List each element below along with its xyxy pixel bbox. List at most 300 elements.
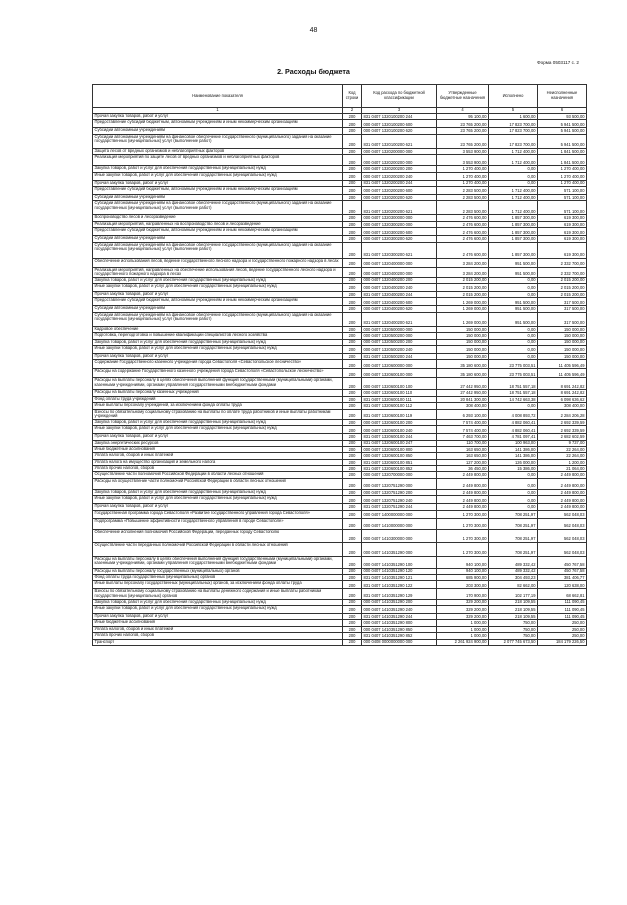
row-executed: 1 712 400,00: [489, 155, 538, 166]
row-line-code: 200: [343, 148, 362, 154]
row-classification-code: 000 0407 1320400000 000: [362, 258, 437, 267]
row-approved: 35 180 600,00: [437, 360, 489, 369]
row-name: Реализация мероприятий, направленных на обеспечение использования лесов, ведение государственного лесного надзора и государственного пожарного надзора в лесах: [93, 267, 343, 277]
row-executed: 15 386,00: [489, 466, 538, 472]
row-approved: 20 841 300,00: [437, 396, 489, 402]
row-line-code: 200: [343, 378, 362, 390]
row-classification-code: 000 0407 1320600100 110: [362, 390, 437, 396]
row-classification-code: 831 0407 1410351290 244: [362, 613, 437, 619]
row-classification-code: 000 0407 1320600100 850: [362, 453, 437, 459]
row-line-code: 200: [343, 298, 362, 306]
table-row: [93, 172, 587, 180]
row-classification-code: 831 0407 1410351290 122: [362, 581, 437, 589]
row-name: Государственная программа города Севастополя «Развитие государственного управления города Севастополя»: [93, 510, 343, 518]
row-unexecuted: 2 449 800,00: [538, 472, 587, 478]
row-executed: 4 008 893,72: [489, 409, 538, 419]
row-name: Прочая закупка товаров, работ и услуг: [93, 354, 343, 360]
row-executed: 0,00: [489, 326, 538, 332]
row-classification-code: 000 0407 1320600100 240: [362, 426, 437, 434]
table-row: [93, 542, 587, 556]
row-name: Расходы на выплаты персоналу казенных учреждений: [93, 390, 343, 396]
row-classification-code: 831 0407 1320751290 244: [362, 504, 437, 510]
row-executed: 1 712 400,00: [489, 186, 538, 194]
row-name: Осуществление части полномочий Российской Федерации в области лесных отношений: [93, 472, 343, 478]
row-line-code: 200: [343, 504, 362, 510]
row-name: Уплата прочих налогов, сборов: [93, 466, 343, 472]
row-approved: 1 270 400,00: [437, 166, 489, 172]
row-unexecuted: 619 300,00: [538, 221, 587, 227]
row-unexecuted: 1 270 400,00: [538, 172, 587, 180]
row-classification-code: 000 0407 1410000000 000: [362, 518, 437, 529]
row-name: Предоставление субсидий бюджетным, автономным учреждениям и иным некоммерческим организациям: [93, 228, 343, 236]
row-classification-code: 831 0407 1320400200 244: [362, 292, 437, 298]
row-line-code: 200: [343, 556, 362, 568]
row-unexecuted: 150 000,00: [538, 354, 587, 360]
row-executed: 0,00: [489, 172, 538, 180]
row-name: Обеспечение использования лесов, ведение государственного лесного надзора и государственного пожарного надзора в лесах: [93, 258, 343, 267]
row-approved: 2 449 800,00: [437, 472, 489, 478]
row-approved: 163 650,00: [437, 446, 489, 452]
row-line-code: 200: [343, 518, 362, 529]
row-classification-code: 000 0407 1320600100 100: [362, 378, 437, 390]
row-name: Закупка товаров, работ и услуг для обеспечения государственных (муниципальных) нужд: [93, 277, 343, 283]
table-row: [93, 267, 587, 277]
row-approved: 1 269 000,00: [437, 306, 489, 312]
row-unexecuted: 5 941 500,00: [538, 120, 587, 128]
table-row: [93, 369, 587, 378]
row-approved: 7 574 400,00: [437, 426, 489, 434]
row-executed: 0,00: [489, 333, 538, 339]
row-unexecuted: 21 064,00: [538, 466, 587, 472]
row-approved: 2 283 500,00: [437, 194, 489, 200]
row-classification-code: 000 0407 1320100200 620: [362, 128, 437, 134]
page-title: 2. Расходы бюджета: [277, 67, 350, 76]
row-approved: 1 000,00: [437, 633, 489, 639]
table-row: [93, 378, 587, 390]
row-classification-code: 000 0407 1320400200 620: [362, 306, 437, 312]
row-executed: 951 500,00: [489, 298, 538, 306]
row-unexecuted: 317 500,00: [538, 298, 587, 306]
row-executed: 951 500,00: [489, 306, 538, 312]
row-line-code: 200: [343, 277, 362, 283]
row-line-code: 200: [343, 478, 362, 489]
row-approved: 2 283 500,00: [437, 186, 489, 194]
row-executed: 1 857 300,00: [489, 215, 538, 221]
row-approved: 2 476 600,00: [437, 228, 489, 236]
row-line-code: 200: [343, 575, 362, 581]
row-line-code: 200: [343, 194, 362, 200]
row-executed: 750,00: [489, 633, 538, 639]
row-approved: 1 270 300,00: [437, 510, 489, 518]
column-index: 3: [362, 108, 437, 114]
row-approved: 3 553 900,00: [437, 155, 489, 166]
row-classification-code: 000 0407 1320300200 600: [362, 228, 437, 236]
row-executed: 1 600,00: [489, 114, 538, 120]
row-executed: 0,00: [489, 180, 538, 186]
row-unexecuted: 250,00: [538, 620, 587, 626]
row-classification-code: 000 0407 1320751290 240: [362, 496, 437, 504]
row-classification-code: 000 0407 1320200000 000: [362, 148, 437, 154]
row-unexecuted: 562 048,03: [538, 529, 587, 542]
row-approved: 2 449 800,00: [437, 504, 489, 510]
row-approved: 1 270 300,00: [437, 542, 489, 556]
row-unexecuted: 11 405 596,49: [538, 369, 587, 378]
row-line-code: 200: [343, 620, 362, 626]
row-approved: 2 015 200,00: [437, 277, 489, 283]
row-executed: 0,00: [489, 489, 538, 495]
row-name: Кадровое обеспечение: [93, 326, 343, 332]
row-line-code: 200: [343, 312, 362, 326]
row-classification-code: 000 0407 1320400200 200: [362, 277, 437, 283]
row-unexecuted: 2 015 200,00: [538, 292, 587, 298]
row-approved: 1 269 000,00: [437, 298, 489, 306]
row-unexecuted: 571 100,00: [538, 186, 587, 194]
row-name: Транспорт: [93, 639, 343, 645]
row-executed: 708 251,97: [489, 542, 538, 556]
row-executed: 750,00: [489, 626, 538, 632]
row-unexecuted: 619 300,00: [538, 215, 587, 221]
row-approved: 7 574 400,00: [437, 419, 489, 425]
row-unexecuted: 111 090,45: [538, 599, 587, 605]
row-classification-code: 831 0407 1320100200 621: [362, 134, 437, 148]
row-unexecuted: 450 767,58: [538, 556, 587, 568]
row-line-code: 200: [343, 221, 362, 227]
table-row: [93, 258, 587, 267]
row-name: Расходы на осуществление части полномочий Российской Федерации в области лесных отношений: [93, 478, 343, 489]
row-line-code: 200: [343, 440, 362, 446]
row-line-code: 200: [343, 134, 362, 148]
row-name: Реализация мероприятий по защите лесов от вредных организмов и неблагоприятных факторов: [93, 155, 343, 166]
row-name: Прочая закупка товаров, работ и услуг: [93, 434, 343, 440]
row-name: Субсидии автономным учреждениям: [93, 306, 343, 312]
row-unexecuted: 8 691 242,82: [538, 378, 587, 390]
row-approved: 2 476 600,00: [437, 221, 489, 227]
column-index: 1: [93, 108, 343, 114]
row-classification-code: 000 0407 1320200200 600: [362, 186, 437, 194]
row-unexecuted: 250,00: [538, 633, 587, 639]
row-unexecuted: 2 332 700,00: [538, 258, 587, 267]
row-name: Взносы по обязательному социальному страхованию на выплаты по оплате труда работников и иные выплаты работникам учреждений: [93, 409, 343, 419]
row-executed: 218 109,55: [489, 599, 538, 605]
row-line-code: 200: [343, 242, 362, 258]
row-line-code: 200: [343, 172, 362, 180]
row-name: Иные бюджетные ассигнования: [93, 446, 343, 452]
table-body: [93, 114, 587, 646]
row-line-code: 200: [343, 568, 362, 574]
row-name: Прочая закупка товаров, работ и услуг: [93, 114, 343, 120]
row-name: Иные бюджетные ассигнования: [93, 620, 343, 626]
row-classification-code: 000 0407 1320600000 000: [362, 360, 437, 369]
row-classification-code: 831 0407 1410351290 852: [362, 633, 437, 639]
row-unexecuted: 111 090,45: [538, 613, 587, 619]
row-line-code: 200: [343, 390, 362, 396]
row-classification-code: 000 0407 1410300000 000: [362, 529, 437, 542]
table-row: [93, 409, 587, 419]
table-row: [93, 510, 587, 518]
row-unexecuted: 2 284 206,28: [538, 409, 587, 419]
row-classification-code: 000 0407 1320751290 200: [362, 489, 437, 495]
row-approved: 2 449 800,00: [437, 478, 489, 489]
row-executed: 218 109,55: [489, 605, 538, 613]
row-line-code: 200: [343, 186, 362, 194]
row-executed: 0,00: [489, 292, 538, 298]
row-line-code: 200: [343, 542, 362, 556]
row-approved: 95 100,00: [437, 114, 489, 120]
row-name: Субсидии автономным учреждениям на финансовое обеспечение государственного (муниципального) задания на оказание государственных (муниципальных) услуг (выполнение работ): [93, 242, 343, 258]
row-unexecuted: 6 098 636,62: [538, 396, 587, 402]
row-approved: 23 765 200,00: [437, 134, 489, 148]
row-executed: 0,00: [489, 166, 538, 172]
row-classification-code: 831 0407 1320600100 852: [362, 466, 437, 472]
row-approved: 150 000,00: [437, 326, 489, 332]
column-index: 4: [437, 108, 489, 114]
table-row: [93, 284, 587, 292]
row-line-code: 200: [343, 459, 362, 465]
row-approved: 3 284 200,00: [437, 267, 489, 277]
row-name: Прочая закупка товаров, работ и услуг: [93, 613, 343, 619]
row-line-code: 200: [343, 633, 362, 639]
row-classification-code: 831 0407 1320600100 244: [362, 434, 437, 440]
row-name: Иные закупки товаров, работ и услуг для обеспечения государственных (муниципальных) нужд: [93, 426, 343, 434]
table-header-row: [93, 85, 587, 108]
row-unexecuted: 1 270 400,00: [538, 180, 587, 186]
row-name: Субсидии автономным учреждениям на финансовое обеспечение государственного (муниципального) задания на оказание государственных (муниципальных) услуг (выполнение работ): [93, 201, 343, 215]
row-executed: 0,00: [489, 403, 538, 409]
row-line-code: 200: [343, 510, 362, 518]
row-line-code: 200: [343, 166, 362, 172]
row-classification-code: 000 0407 1320200200 000: [362, 155, 437, 166]
row-unexecuted: 450 767,58: [538, 568, 587, 574]
row-executed: 1 857 300,00: [489, 221, 538, 227]
row-line-code: 200: [343, 258, 362, 267]
header-name: Наименование показателя: [93, 85, 343, 108]
row-unexecuted: 93 500,00: [538, 114, 587, 120]
row-approved: 1 270 300,00: [437, 518, 489, 529]
row-executed: 1 712 400,00: [489, 194, 538, 200]
row-classification-code: 000 0407 1320600100 800: [362, 446, 437, 452]
row-approved: 1 270 400,00: [437, 172, 489, 180]
row-approved: 2 283 500,00: [437, 201, 489, 215]
row-name: Расходы на выплаты персоналу в целях обеспечения выполнения функций государственными (муниципальными) органами, казенными учреждениями, органами управления государственными внебюджетными фондами: [93, 378, 343, 390]
row-classification-code: 000 0407 1410351290 200: [362, 599, 437, 605]
row-executed: 4 882 060,41: [489, 426, 538, 434]
row-approved: 150 000,00: [437, 346, 489, 354]
row-unexecuted: 2 332 700,00: [538, 267, 587, 277]
row-classification-code: 831 0407 1320600100 851: [362, 459, 437, 465]
row-classification-code: 000 0407 1410351290 100: [362, 556, 437, 568]
row-line-code: 200: [343, 419, 362, 425]
row-line-code: 200: [343, 201, 362, 215]
row-classification-code: 831 0407 1410351290 129: [362, 589, 437, 599]
row-approved: 150 000,00: [437, 333, 489, 339]
row-line-code: 200: [343, 496, 362, 504]
row-approved: 170 900,00: [437, 589, 489, 599]
row-unexecuted: 571 100,00: [538, 194, 587, 200]
row-approved: 2 449 800,00: [437, 489, 489, 495]
row-name: Предоставление субсидий бюджетным, автономным учреждениям и иным некоммерческим организациям: [93, 186, 343, 194]
row-line-code: 200: [343, 339, 362, 345]
row-executed: 4 882 060,41: [489, 419, 538, 425]
row-approved: 2 015 200,00: [437, 292, 489, 298]
row-name: Уплата налогов, сборов и иных платежей: [93, 453, 343, 459]
row-name: Иные закупки товаров, работ и услуг для обеспечения государственных (муниципальных) нужд: [93, 346, 343, 354]
row-classification-code: 000 0407 1320100200 600: [362, 120, 437, 128]
row-approved: 329 200,00: [437, 599, 489, 605]
row-name: Фонд оплаты труда государственных (муниципальных) органов: [93, 575, 343, 581]
row-line-code: 200: [343, 128, 362, 134]
row-line-code: 200: [343, 434, 362, 440]
row-executed: 951 500,00: [489, 258, 538, 267]
row-executed: 0,00: [489, 472, 538, 478]
row-classification-code: 000 0407 1320700000 000: [362, 472, 437, 478]
row-executed: 141 386,00: [489, 446, 538, 452]
row-classification-code: 831 0407 1410351290 121: [362, 575, 437, 581]
row-line-code: 200: [343, 453, 362, 459]
row-approved: 127 200,00: [437, 459, 489, 465]
column-index: 2: [343, 108, 362, 114]
header-classification-code: Код расхода по бюджетной классификации: [362, 85, 437, 108]
row-unexecuted: 1 841 500,00: [538, 148, 587, 154]
row-name: Уплата налога на имущество организаций и земельного налога: [93, 459, 343, 465]
row-executed: 708 251,97: [489, 510, 538, 518]
row-unexecuted: 120 638,00: [538, 581, 587, 589]
row-name: Закупка товаров, работ и услуг для обеспечения государственных (муниципальных) нужд: [93, 599, 343, 605]
row-unexecuted: 317 500,00: [538, 312, 587, 326]
row-approved: 329 200,00: [437, 613, 489, 619]
row-line-code: 200: [343, 403, 362, 409]
row-classification-code: 000 0408 0000000000 000: [362, 639, 437, 645]
row-name: Уплата налогов, сборов и иных платежей: [93, 626, 343, 632]
row-approved: 203 300,00: [437, 581, 489, 589]
table-row: [93, 589, 587, 599]
row-name: Субсидии автономным учреждениям на финансовое обеспечение государственного (муниципального) задания на оказание государственных (муниципальных) услуг (выполнение работ): [93, 312, 343, 326]
row-approved: 2 015 200,00: [437, 284, 489, 292]
row-executed: 23 775 003,51: [489, 360, 538, 369]
row-name: Подпрограмма «Повышение эффективности государственного управления в городе Севастополе»: [93, 518, 343, 529]
row-name: Субсидии автономным учреждениям: [93, 236, 343, 242]
header-approved: Утвержденные бюджетные назначения: [437, 85, 489, 108]
row-executed: 17 823 700,00: [489, 128, 538, 134]
row-executed: 951 500,00: [489, 267, 538, 277]
row-line-code: 200: [343, 180, 362, 186]
row-unexecuted: 619 300,00: [538, 236, 587, 242]
row-line-code: 200: [343, 326, 362, 332]
row-executed: 17 823 700,00: [489, 120, 538, 128]
row-name: Реализация мероприятий, направленных на воспроизводство лесов и лесоразведение: [93, 221, 343, 227]
row-executed: 218 109,55: [489, 613, 538, 619]
row-classification-code: 000 0407 1320500200 200: [362, 339, 437, 345]
row-approved: 1 000,00: [437, 620, 489, 626]
row-line-code: 200: [343, 466, 362, 472]
row-name: Субсидии автономным учреждениям: [93, 128, 343, 134]
row-unexecuted: 1 841 500,00: [538, 155, 587, 166]
row-line-code: 200: [343, 236, 362, 242]
row-approved: 36 450,00: [437, 466, 489, 472]
row-classification-code: 831 0407 1320300200 621: [362, 242, 437, 258]
row-classification-code: 000 0407 1320500000 000: [362, 326, 437, 332]
budget-expenses-table: [92, 84, 587, 646]
row-executed: 0,00: [489, 284, 538, 292]
row-executed: 708 251,97: [489, 529, 538, 542]
table-row: [93, 478, 587, 489]
row-unexecuted: 2 449 800,00: [538, 504, 587, 510]
row-classification-code: 000 0407 1320300200 000: [362, 221, 437, 227]
row-approved: 6 293 100,00: [437, 409, 489, 419]
row-unexecuted: 184 179 226,50: [538, 639, 587, 645]
row-unexecuted: 2 015 200,00: [538, 277, 587, 283]
column-index: 6: [538, 108, 587, 114]
row-executed: 0,00: [489, 339, 538, 345]
row-line-code: 200: [343, 446, 362, 452]
row-unexecuted: 22 264,00: [538, 446, 587, 452]
row-classification-code: 000 0407 1410351290 800: [362, 620, 437, 626]
row-line-code: 200: [343, 581, 362, 589]
row-executed: 2 077 745 673,50: [489, 639, 538, 645]
row-approved: 2 449 800,00: [437, 496, 489, 504]
row-unexecuted: 317 500,00: [538, 306, 587, 312]
row-unexecuted: 150 000,00: [538, 333, 587, 339]
row-line-code: 200: [343, 114, 362, 120]
row-approved: 940 100,00: [437, 568, 489, 574]
header-line-code: Код строки: [343, 85, 362, 108]
row-name: Субсидии автономным учреждениям: [93, 194, 343, 200]
table-row: [93, 242, 587, 258]
column-index: 5: [489, 108, 538, 114]
table-row: [93, 518, 587, 529]
row-executed: 1 857 300,00: [489, 228, 538, 236]
row-approved: 150 000,00: [437, 354, 489, 360]
row-approved: 27 442 950,00: [437, 390, 489, 396]
row-executed: 18 751 557,18: [489, 390, 538, 396]
table-row: [93, 298, 587, 306]
row-classification-code: 000 0407 1320300200 620: [362, 236, 437, 242]
row-name: Воспроизводство лесов и лесоразведение: [93, 215, 343, 221]
row-approved: 7 463 700,00: [437, 434, 489, 440]
row-unexecuted: 2 682 602,59: [538, 434, 587, 440]
row-executed: 0,00: [489, 346, 538, 354]
row-classification-code: 831 0407 1320100200 244: [362, 114, 437, 120]
row-line-code: 200: [343, 292, 362, 298]
row-approved: 150 000,00: [437, 339, 489, 345]
row-approved: 1 270 300,00: [437, 529, 489, 542]
row-unexecuted: 150 000,00: [538, 339, 587, 345]
row-unexecuted: 562 048,03: [538, 542, 587, 556]
row-line-code: 200: [343, 599, 362, 605]
row-executed: 304 493,23: [489, 575, 538, 581]
row-unexecuted: 68 662,81: [538, 589, 587, 599]
row-executed: 141 386,00: [489, 453, 538, 459]
row-line-code: 200: [343, 489, 362, 495]
row-name: Закупка товаров, работ и услуг для обеспечения государственных (муниципальных) нужд: [93, 339, 343, 345]
row-executed: 126 000,00: [489, 459, 538, 465]
row-classification-code: 000 0407 1410351290 850: [362, 626, 437, 632]
row-unexecuted: 5 941 500,00: [538, 128, 587, 134]
row-name: Иные закупки товаров, работ и услуг для обеспечения государственных (муниципальных) нужд: [93, 172, 343, 180]
row-executed: 1 857 300,00: [489, 236, 538, 242]
row-classification-code: 831 0407 1320500200 244: [362, 354, 437, 360]
row-classification-code: 000 0407 1320300000 000: [362, 215, 437, 221]
row-executed: 0,00: [489, 354, 538, 360]
row-executed: 0,00: [489, 504, 538, 510]
row-line-code: 200: [343, 284, 362, 292]
row-unexecuted: 2 692 339,59: [538, 426, 587, 434]
row-line-code: 200: [343, 639, 362, 645]
row-executed: 1 712 400,00: [489, 201, 538, 215]
row-classification-code: 000 0407 1320200200 240: [362, 172, 437, 180]
row-classification-code: 000 0407 1320600100 200: [362, 419, 437, 425]
row-classification-code: 000 0407 1400000000 000: [362, 510, 437, 518]
row-name: Предоставление субсидий бюджетным, автономным учреждениям и иным некоммерческим организациям: [93, 120, 343, 128]
